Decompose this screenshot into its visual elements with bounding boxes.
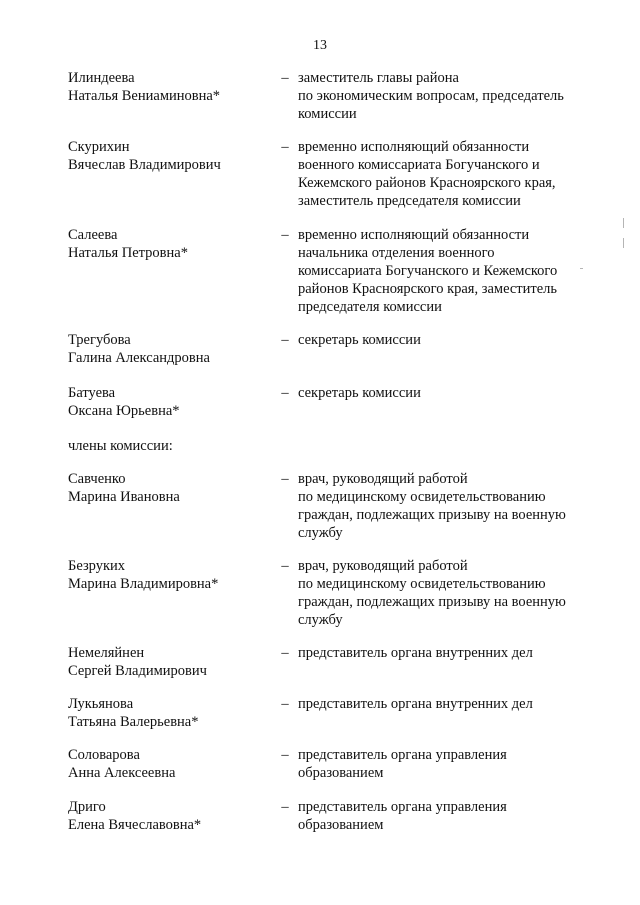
role-description (298, 470, 588, 542)
surname: Савченко (68, 471, 126, 487)
role-description (298, 746, 588, 782)
role-line: заместитель главы района (298, 70, 459, 86)
dash-separator: – (281, 227, 289, 243)
person-name (68, 331, 268, 367)
role-line: образованием (298, 817, 384, 833)
given-names: Елена Вячеславовна* (68, 817, 202, 833)
surname: Лукьянова (68, 696, 134, 712)
person-name (68, 384, 268, 420)
person-name (68, 644, 268, 680)
role-line: представитель органа внутренних дел (298, 696, 533, 712)
given-names: Марина Ивановна (68, 489, 180, 505)
given-names: Сергей Владимирович (68, 663, 207, 679)
role-description (298, 695, 588, 713)
role-line: службу (298, 612, 343, 628)
surname: Дриго (68, 799, 106, 815)
role-line: по медицинскому освидетельствованию (298, 489, 546, 505)
role-line: секретарь комиссии (298, 385, 421, 401)
role-description (298, 384, 588, 402)
role-description (298, 798, 588, 834)
role-line: комиссариата Богучанского и Кежемского (298, 263, 558, 279)
person-name (68, 695, 268, 731)
role-line: военного комиссариата Богучанского и (298, 157, 540, 173)
role-line: комиссии (298, 106, 357, 122)
role-line: врач, руководящий работой (298, 471, 468, 487)
role-line: граждан, подлежащих призыву на военную (298, 507, 566, 523)
role-line: граждан, подлежащих призыву на военную (298, 594, 566, 610)
surname: Батуева (68, 385, 116, 401)
given-names: Анна Алексеевна (68, 765, 176, 781)
surname: Безруких (68, 558, 126, 574)
dash-separator: – (281, 471, 289, 487)
role-description (298, 331, 588, 349)
role-line: представитель органа внутренних дел (298, 645, 533, 661)
role-description (298, 644, 588, 662)
given-names: Вячеслав Владимирович (68, 157, 221, 173)
role-line: представитель органа управления (298, 747, 507, 763)
surname: Илиндеева (68, 70, 135, 86)
person-name (68, 226, 268, 262)
role-line: начальника отделения военного (298, 245, 495, 261)
role-line: заместитель председателя комиссии (298, 193, 521, 209)
role-line: представитель органа управления (298, 799, 507, 815)
dash-separator: – (281, 332, 289, 348)
page-number: 13 (313, 38, 327, 53)
role-line: врач, руководящий работой (298, 558, 468, 574)
role-line: временно исполняющий обязанности (298, 227, 530, 243)
person-name (68, 138, 268, 174)
scan-artifact (623, 218, 624, 228)
role-line: службу (298, 525, 343, 541)
role-description (298, 138, 588, 210)
role-line: председателя комиссии (298, 299, 442, 315)
surname: Соловарова (68, 747, 140, 763)
dash-separator: – (281, 70, 289, 86)
dash-separator: – (281, 799, 289, 815)
role-line: по медицинскому освидетельствованию (298, 576, 546, 592)
role-line: Кежемского районов Красноярского края, (298, 175, 556, 191)
scan-artifact (623, 238, 624, 248)
dash-separator: – (281, 139, 289, 155)
surname: Трегубова (68, 332, 131, 348)
person-name (68, 746, 268, 782)
role-line: образованием (298, 765, 384, 781)
surname: Салеева (68, 227, 118, 243)
dash-separator: – (281, 385, 289, 401)
person-name (68, 69, 268, 105)
person-name (68, 470, 268, 506)
given-names: Наталья Вениаминовна* (68, 88, 221, 104)
role-description (298, 226, 588, 316)
dash-separator: – (281, 558, 289, 574)
given-names: Оксана Юрьевна* (68, 403, 180, 419)
role-description (298, 557, 588, 629)
given-names: Наталья Петровна* (68, 245, 188, 261)
members-section-label: члены комиссии: (68, 438, 173, 454)
dash-separator: – (281, 747, 289, 763)
given-names: Галина Александровна (68, 350, 210, 366)
scan-artifact (580, 268, 583, 269)
dash-separator: – (281, 645, 289, 661)
surname: Скурихин (68, 139, 130, 155)
role-description (298, 69, 588, 123)
role-line: по экономическим вопросам, председатель (298, 88, 564, 104)
person-name (68, 557, 268, 593)
given-names: Марина Владимировна* (68, 576, 219, 592)
role-line: временно исполняющий обязанности (298, 139, 530, 155)
person-name (68, 798, 268, 834)
role-line: секретарь комиссии (298, 332, 421, 348)
dash-separator: – (281, 696, 289, 712)
given-names: Татьяна Валерьевна* (68, 714, 199, 730)
role-line: районов Красноярского края, заместитель (298, 281, 558, 297)
surname: Немеляйнен (68, 645, 145, 661)
